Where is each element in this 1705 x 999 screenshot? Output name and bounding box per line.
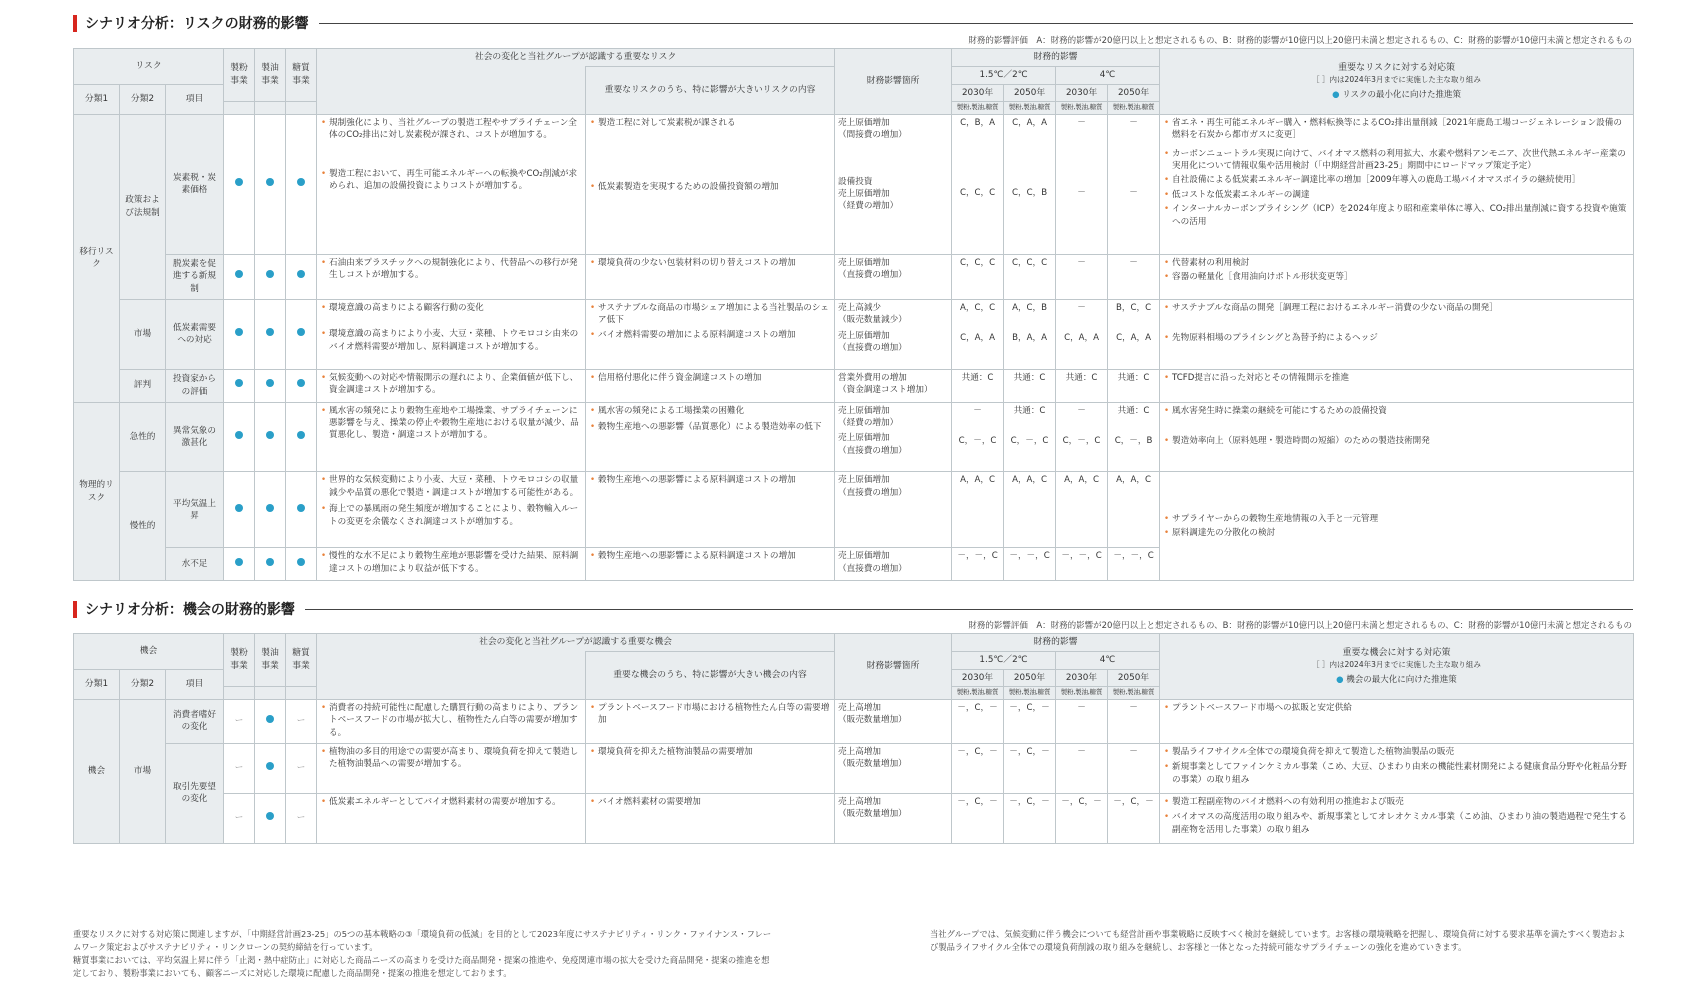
cat2-market: 市場 (120, 699, 166, 843)
impact-cell: －，C，－ (1056, 793, 1108, 843)
major-cell: • サステナブルな商品の市場シェア増加による当社製品のシェア低下 • バイオ燃料需要の増加による原料調達コストの増加 (586, 299, 835, 369)
header-risk: リスク (74, 49, 224, 85)
impact-cell: － C，－，C (1056, 402, 1108, 472)
impact-cell: －，C，－ (1004, 743, 1056, 793)
title-rule (305, 609, 1633, 610)
biz2-dot (255, 793, 286, 843)
header-biz-blank (255, 687, 286, 699)
society-cell: • 低炭素エネルギーとしてバイオ燃料素材の需要が増加する。 (317, 793, 586, 843)
header-society-blank (317, 651, 586, 699)
impact-cell: － (1108, 254, 1160, 299)
biz3-none: ー (286, 793, 317, 843)
impact-cell: －，C，－ (1004, 793, 1056, 843)
header-cat1: 分類1 (74, 84, 120, 114)
table-row (74, 254, 1634, 299)
header-s1: 1.5℃／2℃ (952, 651, 1056, 669)
cat2-market: 市場 (120, 299, 166, 369)
place-cell: 売上高減少 （販売数量減少） 売上原価増加 （直接費の増加） (835, 299, 952, 369)
place-cell: 売上原価増加 （経費の増加） 売上原価増加 （直接費の増加） (835, 402, 952, 472)
header-biz-blank (255, 102, 286, 114)
header-response (1160, 634, 1634, 700)
header-biz1: 製粉事業 (224, 634, 255, 687)
item-needs: 取引先要望の変化 (166, 743, 224, 843)
biz2-dot (255, 548, 286, 581)
impact-cell: 共通：C (952, 369, 1004, 402)
society-cell: • 消費者の持続可能性に配慮した購買行動の高まりにより、プラントベースフードの市場が拡大し、植物性たん白等の需要が増加する。 (317, 699, 586, 743)
biz1-dot (224, 402, 255, 472)
society-cell: • 植物油の多目的用途での需要が高まり、環境負荷を抑えて製造した植物油製品への需要が増加する。 (317, 743, 586, 793)
header-biz-blank (286, 102, 317, 114)
table-row (74, 793, 1634, 843)
impact-cell: －，－，C (952, 548, 1004, 581)
header-s2: 4℃ (1056, 66, 1160, 84)
risk-section-title (73, 13, 1633, 33)
biz2-dot (255, 743, 286, 793)
major-cell: • 製造工程に対して炭素税が課される • 低炭素製造を実現するための設備投資額の増加 (586, 114, 835, 254)
biz1-dot (224, 472, 255, 548)
header-item: 項目 (166, 669, 224, 699)
place-cell: 売上高増加 （販売数量増加） (835, 699, 952, 743)
society-cell: • 風水害の頻発により穀物生産地や工場操業、サプライチェーンに悪影響を与え、操業の停止や穀物生産地における収量が減少、品質悪化し、製造・調達コストが増加する。 (317, 402, 586, 472)
risk-legend: 財務的影響評価 A：財務的影響が20億円以上と想定されるもの、B：財務的影響が10億円以上20億円未満と想定されるもの、C：財務的影響が10億円未満と想定されるもの (968, 36, 1632, 46)
impact-cell: C，A，A C，C，B (1004, 114, 1056, 254)
major-cell: • バイオ燃料素材の需要増加 (586, 793, 835, 843)
action-cell: • 製品ライフサイクル全体での環境負荷を抑えて製造した植物油製品の販売 • 新規事業としてファインケミカル事業（こめ、大豆、ひまわり由来の機能性素材開発による健康食品分野や化粧品分野の事業）の取り組み (1160, 743, 1634, 793)
header-biz-blank (224, 687, 255, 699)
impact-cell: － (1108, 743, 1160, 793)
header-response (1160, 49, 1634, 115)
cat1-transition: 移行リスク (74, 114, 120, 402)
impact-cell: 共通：C (1004, 369, 1056, 402)
impact-cell: 共通：C C，－，C (1004, 402, 1056, 472)
footnote-right: 当社グループでは、気候変動に伴う機会についても経営計画や事業戦略に反映すべく検討を継続しています。お客様の環境戦略を把握し、環境負荷に対する要求基準を満たすべく製造および製品ライフサイクル全体での環境負荷削減の取り組みを継続し、お客様と一体となった持続可能なサプライチェーンの強化を進めていきます。 (930, 929, 1626, 952)
header-sub: 製粉,製油,糖質 (1108, 687, 1160, 699)
table-row (74, 369, 1634, 402)
header-biz-blank (286, 687, 317, 699)
action-cell: • 製造工程副産物のバイオ燃料への有効利用の推進および販売 • バイオマスの高度活用の取り組みや、新規事業としてオレオケミカル事業（こめ油、ひまわり油の製造過程で発生する副産物を活用した事業）の取り組み (1160, 793, 1634, 843)
resp-point: ● 機会の最大化に向けた推進策 (1336, 674, 1457, 685)
impact-cell: － － (1108, 114, 1160, 254)
impact-cell: － (1056, 743, 1108, 793)
major-cell: • 穀物生産地への悪影響による原料調達コストの増加 (586, 548, 835, 581)
impact-cell: －，－，C (1056, 548, 1108, 581)
resp-note: ［ ］内は2024年3月までに実施した主な取り組み (1312, 74, 1481, 84)
impact-cell: － (1056, 699, 1108, 743)
impact-cell: －，C，－ (952, 699, 1004, 743)
header-cat1: 分類1 (74, 669, 120, 699)
impact-cell: －，C，－ (1108, 793, 1160, 843)
society-cell: • 世界的な気候変動により小麦、大豆・菜種、トウモロコシの収量減少や品質の悪化で製造・調達コストが増加する可能性がある。 • 海上での暴風雨の発生頻度が増加することにより、穀物輸入ルートの変更を余儀なくされ調達コストが増加する。 (317, 472, 586, 548)
impact-cell: 共通：C (1056, 369, 1108, 402)
header-y2030b: 2030年 (1056, 84, 1108, 102)
action-cell: • TCFD提言に沿った対応とその情報開示を推進 (1160, 369, 1634, 402)
biz3-dot (286, 472, 317, 548)
header-biz-blank (224, 102, 255, 114)
biz2-dot (255, 299, 286, 369)
footnote-left: 重要なリスクに対する対応策に関連しますが、「中期経営計画23-25」の5つの基本戦略の③「環境負荷の低減」を目的として2023年度にサステナビリティ・リンク・ファイナンス・フレームワーク策定およびサステナビリティ・リンクローンの契約締結を行っています。 糖質事業においては、平均気温上昇に伴う「止渇・熱中症防止」に対応した商品ニーズの高まりを受けた商品開発・提案の推進や、免疫関連市場の拡大を受けた商品開発・提案の推進を想定しており、製粉事業においても、顧客ニーズに対応した環境に配慮した商品開発・提案の推進を想定しております。 (73, 929, 772, 978)
biz3-dot (286, 299, 317, 369)
header-society: 社会の変化と当社グループが認識する重要なリスク (317, 49, 835, 67)
table-row (74, 472, 1634, 548)
header-major: 重要な機会のうち、特に影響が大きい機会の内容 (586, 651, 835, 699)
item-carbon-tax: 炭素税・炭素価格 (166, 114, 224, 254)
cat2-chronic: 慢性的 (120, 472, 166, 581)
header-fin: 財務的影響 (952, 49, 1160, 67)
impact-cell: A，A，C (1004, 472, 1056, 548)
impact-cell: A，C，B B，A，A (1004, 299, 1056, 369)
header-sub: 製粉,製油,糖質 (1004, 687, 1056, 699)
opp-table (73, 633, 1634, 844)
table-row (74, 299, 1634, 369)
place-cell: 売上高増加 （販売数量増加） (835, 793, 952, 843)
impact-cell: － C，－，C (952, 402, 1004, 472)
impact-cell: A，C，C C，A，A (952, 299, 1004, 369)
society-cell: • 慢性的な水不足により穀物生産地が悪影響を受けた結果、原料調達コストの増加により収益が低下する。 (317, 548, 586, 581)
resp-note: ［ ］内は2024年3月までに実施した主な取り組み (1312, 659, 1481, 669)
place-cell: 営業外費用の増加 （資金調達コスト増加） (835, 369, 952, 402)
title-accent-bar (73, 15, 77, 32)
header-cat2: 分類2 (120, 84, 166, 114)
item-temp: 平均気温上昇 (166, 472, 224, 548)
risk-title: シナリオ分析：リスクの財務的影響 (85, 16, 309, 32)
place-cell: 売上原価増加 （直接費の増加） (835, 254, 952, 299)
action-cell: • プラントベースフード市場への拡販と安定供給 (1160, 699, 1634, 743)
resp-title: 重要な機会に対する対応策 (1342, 647, 1451, 658)
impact-cell: －，－，C (1004, 548, 1056, 581)
biz3-dot (286, 369, 317, 402)
header-sub: 製粉,製油,糖質 (952, 687, 1004, 699)
opp-section-title (73, 599, 1633, 619)
header-major: 重要なリスクのうち、特に影響が大きいリスクの内容 (586, 66, 835, 114)
biz1-dot (224, 254, 255, 299)
biz1-dot (224, 114, 255, 254)
biz3-dot (286, 254, 317, 299)
action-cell: • 代替素材の利用検討 • 容器の軽量化［食用油向けボトル形状変更等］ (1160, 254, 1634, 299)
header-y2050b: 2050年 (1108, 669, 1160, 687)
item-extreme: 異常気象の激甚化 (166, 402, 224, 472)
major-cell: • プラントベースフード市場における植物性たん白等の需要増加 (586, 699, 835, 743)
action-cell: • サプライヤーからの穀物生産地情報の入手と一元管理 • 原料調達先の分散化の検討 (1160, 472, 1634, 581)
action-cell: • サステナブルな商品の開発［調理工程におけるエネルギー消費の少ない商品の開発］ • 先物原料相場のプライシングと為替予約によるヘッジ (1160, 299, 1634, 369)
society-cell: • 石油由来プラスチックへの規制強化により、代替品への移行が発生しコストが増加する。 (317, 254, 586, 299)
place-cell: 売上原価増加 （直接費の増加） (835, 548, 952, 581)
header-s1: 1.5℃／2℃ (952, 66, 1056, 84)
impact-cell: － (1108, 699, 1160, 743)
header-society-blank (317, 66, 586, 114)
header-item: 項目 (166, 84, 224, 114)
major-cell: • 環境負荷の少ない包装材料の切り替えコストの増加 (586, 254, 835, 299)
title-accent-bar (73, 601, 77, 618)
impact-cell: －，C，－ (1004, 699, 1056, 743)
biz2-dot (255, 369, 286, 402)
header-sub: 製粉,製油,糖質 (1108, 102, 1160, 114)
biz2-dot (255, 472, 286, 548)
biz1-dot (224, 548, 255, 581)
impact-cell: 共通：C C，－，B (1108, 402, 1160, 472)
biz1-none: ー (224, 793, 255, 843)
impact-cell: － C，A，A (1056, 299, 1108, 369)
item-water: 水不足 (166, 548, 224, 581)
place-cell: 売上原価増加 （間接費の増加） 設備投資 売上原価増加 （経費の増加） (835, 114, 952, 254)
header-y2050a: 2050年 (1004, 669, 1056, 687)
place-cell: 売上原価増加 （直接費の増加） (835, 472, 952, 548)
table-row (74, 114, 1634, 254)
header-y2030a: 2030年 (952, 84, 1004, 102)
major-cell: • 穀物生産地への悪影響による原料調達コストの増加 (586, 472, 835, 548)
society-cell: • 気候変動への対応や情報開示の遅れにより、企業価値が低下し、資金調達コストが増加する。 (317, 369, 586, 402)
header-biz1: 製粉事業 (224, 49, 255, 102)
biz2-dot (255, 699, 286, 743)
major-cell: • 風水害の頻発による工場操業の困難化 • 穀物生産地への悪影響（品質悪化）による製造効率の低下 (586, 402, 835, 472)
major-cell: • 環境負荷を抑えた植物油製品の需要増加 (586, 743, 835, 793)
header-biz2: 製油事業 (255, 49, 286, 102)
header-sub: 製粉,製油,糖質 (1056, 102, 1108, 114)
header-fin: 財務的影響 (952, 634, 1160, 652)
header-y2050b: 2050年 (1108, 84, 1160, 102)
biz3-dot (286, 402, 317, 472)
impact-cell: C，C，C (952, 254, 1004, 299)
header-sub: 製粉,製油,糖質 (952, 102, 1004, 114)
cat2-acute: 急性的 (120, 402, 166, 472)
action-cell: • 風水害発生時に操業の継続を可能にするための設備投資 • 製造効率向上（原料処理・製造時間の短縮）のための製造技術開発 (1160, 402, 1634, 472)
biz2-dot (255, 402, 286, 472)
table-row (74, 699, 1634, 743)
impact-cell: A，A，C (952, 472, 1004, 548)
major-cell: • 信用格付悪化に伴う資金調達コストの増加 (586, 369, 835, 402)
impact-cell: A，A，C (1056, 472, 1108, 548)
biz3-none: ー (286, 699, 317, 743)
impact-cell: － (1056, 254, 1108, 299)
header-biz3: 糖質事業 (286, 49, 317, 102)
impact-cell: －，－，C (1108, 548, 1160, 581)
header-sub: 製粉,製油,糖質 (1056, 687, 1108, 699)
item-pref: 消費者嗜好の変化 (166, 699, 224, 743)
society-cell: • 環境意識の高まりによる顧客行動の変化 • 環境意識の高まりにより小麦、大豆・菜種、トウモロコシ由来のバイオ燃料需要が増加し、原料調達コストが増加する。 (317, 299, 586, 369)
opp-title: シナリオ分析：機会の財務的影響 (85, 602, 295, 618)
impact-cell: C，B，A C，C，C (952, 114, 1004, 254)
header-sub: 製粉,製油,糖質 (1004, 102, 1056, 114)
item-investor: 投資家からの評価 (166, 369, 224, 402)
header-cat2: 分類2 (120, 669, 166, 699)
impact-cell: C，C，C (1004, 254, 1056, 299)
biz1-none: ー (224, 743, 255, 793)
impact-cell: A，A，C (1108, 472, 1160, 548)
cat2-reputation: 評判 (120, 369, 166, 402)
header-place: 財務影響箇所 (835, 49, 952, 115)
header-y2030b: 2030年 (1056, 669, 1108, 687)
resp-title: 重要なリスクに対する対応策 (1338, 62, 1455, 73)
biz1-dot (224, 369, 255, 402)
biz1-dot (224, 299, 255, 369)
header-biz3: 糖質事業 (286, 634, 317, 687)
impact-cell: 共通：C (1108, 369, 1160, 402)
header-opp: 機会 (74, 634, 224, 670)
biz3-none: ー (286, 743, 317, 793)
biz3-dot (286, 548, 317, 581)
title-rule (319, 23, 1633, 24)
opp-legend: 財務的影響評価 A：財務的影響が20億円以上と想定されるもの、B：財務的影響が10億円以上20億円未満と想定されるもの、C：財務的影響が10億円未満と想定されるもの (968, 621, 1632, 631)
biz3-dot (286, 114, 317, 254)
action-cell: • 省エネ・再生可能エネルギー購入・燃料転換等によるCO₂排出量削減［2021年鹿島工場コージェネレーション設備の燃料を石炭から都市ガスに変更］ • カーボンニュートラル実現に向けて、バイオマス燃料の利用拡大、水素や燃料アンモニア、次世代熱エネルギー産業の実用化について情報収集や活用検討（「中期経営計画23-25」期間中にロードマップ策定予定） • 自社設備による低炭素エネルギー調達比率の増加［2009年導入の鹿島工場バイオマスボイラの継続使用］ • 低コストな低炭素エネルギーの調達 • インターナルカーボンプライシング（ICP）を2024年度より昭和産業単体に導入、CO₂排出量削減に資する投資や施策への活用 (1160, 114, 1634, 254)
impact-cell: B，C，C C，A，A (1108, 299, 1160, 369)
header-y2050a: 2050年 (1004, 84, 1056, 102)
society-cell: • 規制強化により、当社グループの製造工程やサプライチェーン全体のCO₂排出に対し炭素税が課され、コストが増加する。 • 製造工程において、再生可能エネルギーへの転換やCO₂削減が求められ、追加の設備投資によりコストが増加する。 (317, 114, 586, 254)
biz2-dot (255, 114, 286, 254)
biz1-none: ー (224, 699, 255, 743)
header-biz2: 製油事業 (255, 634, 286, 687)
resp-point: ● リスクの最小化に向けた推進策 (1332, 89, 1462, 100)
biz2-dot (255, 254, 286, 299)
table-row (74, 402, 1634, 472)
impact-cell: －，C，－ (952, 793, 1004, 843)
impact-cell: － － (1056, 114, 1108, 254)
header-place: 財務影響箇所 (835, 634, 952, 700)
header-y2030a: 2030年 (952, 669, 1004, 687)
item-decarb-rule: 脱炭素を促進する新規制 (166, 254, 224, 299)
table-row (74, 743, 1634, 793)
item-lowcarbon: 低炭素需要への対応 (166, 299, 224, 369)
cat1-physical: 物理的リスク (74, 402, 120, 581)
header-society: 社会の変化と当社グループが認識する重要な機会 (317, 634, 835, 652)
impact-cell: －，C，－ (952, 743, 1004, 793)
place-cell: 売上高増加 （販売数量増加） (835, 743, 952, 793)
cat2-policy: 政策および法規制 (120, 114, 166, 299)
cat1-opp: 機会 (74, 699, 120, 843)
header-s2: 4℃ (1056, 651, 1160, 669)
risk-table (73, 48, 1634, 581)
